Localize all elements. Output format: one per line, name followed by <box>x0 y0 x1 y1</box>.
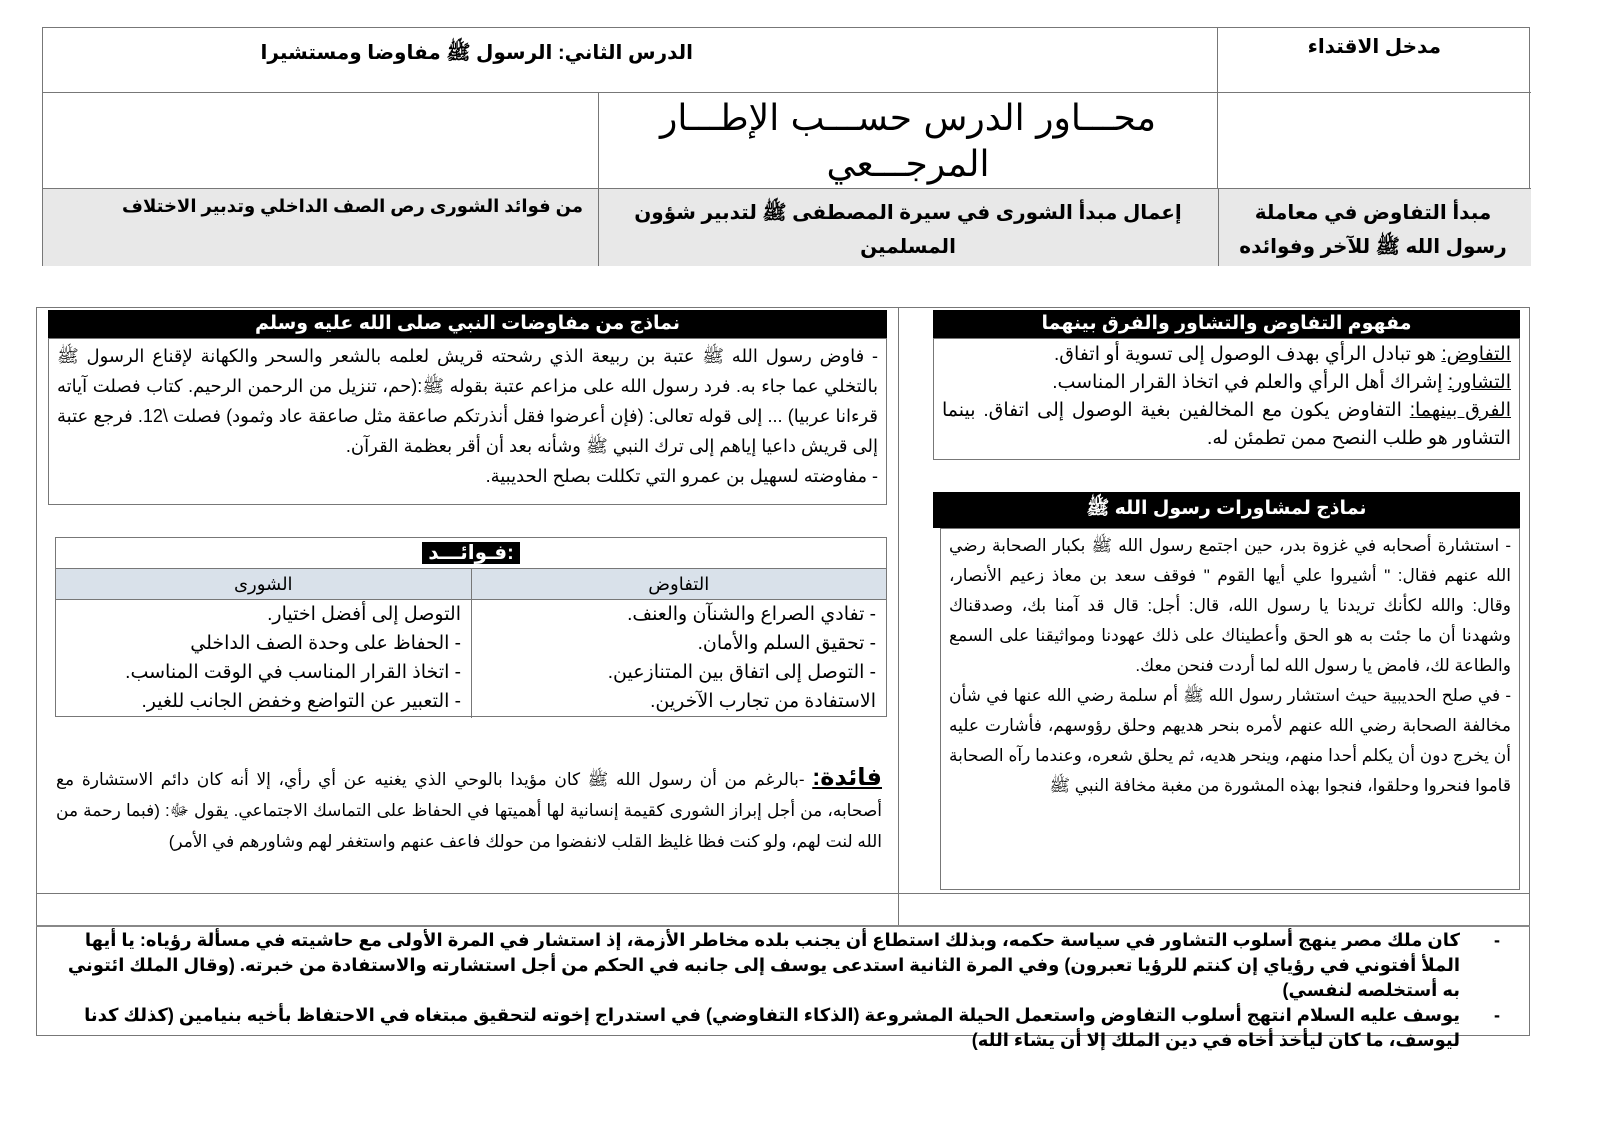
consultations-title: نماذج لمشاورات رسول الله ﷺ <box>933 492 1520 528</box>
concept-title: مفهوم التفاوض والتشاور والفرق بينهما <box>933 310 1520 338</box>
faida-text: -بالرغم من أن رسول الله ﷺ كان مؤيدا بالوحي الذي يغنيه عن أي رأي، إلا أنه كان دائم الاستشارة مع أصحابه، من أجل إبراز الشورى كقيمة إنسانية لها أهميتها في الحفاظ على التماسك الاجتماعي. يقول ﷻ: (فبما رحمة من الله لنت لهم، ولو كنت فظا غليظ القلب لانفضوا من حولك فاعف عنهم واستغفر لهم وشاورهم في الأمر) <box>56 770 882 851</box>
term-difference: الفرق بينهما: <box>1409 400 1511 421</box>
negotiation-benefit: - التوصل إلى اتفاق بين المتنازعين. <box>607 662 876 683</box>
negotiation-suhayl: - مفاوضته لسهيل بن عمرو التي تكللت بصلح الحديبية. <box>485 466 878 486</box>
benefits-title: فـوائـــد: <box>422 542 520 564</box>
col-negotiation: التفاوض <box>471 569 887 599</box>
shura-benefit: التوصل إلى أفضل اختيار. <box>267 604 461 625</box>
negotiation-benefit: الاستفادة من تجارب الآخرين. <box>650 691 876 712</box>
negotiation-utba: - فاوض رسول الله ﷺ عتبة بن ربيعة الذي رشحته قريش لعلمه بالشعر والسحر والكهانة لإقناع الرسول ﷺ بالتخلي عما جاء به. فرد رسول الله على مزاعم عتبة بقوله ﷺ:(حم، تنزيل من الرحمن الرحيم. كتاب فصلت آياته قرءانا عربيا) ... إلى قوله تعالى: (فإن أعرضوا فقل أنذرتكم صاعقة مثل صاعقة عاد وثمود) فصلت \12. فرجع عتبة إلى قريش داعيا إياهم إلى ترك النبي ﷺ وشأنه بعد أن أقر بعظمة القرآن. <box>57 346 878 456</box>
faida-paragraph <box>48 760 890 859</box>
shura-benefit: - اتخاذ القرار المناسب في الوقت المناسب. <box>125 662 461 683</box>
negotiations-title: نماذج من مفاوضات النبي صلى الله عليه وسلم <box>48 310 887 338</box>
negotiation-benefit: - تحقيق السلم والأمان. <box>697 633 876 654</box>
section-label: مدخل الاقتداء <box>1218 28 1531 93</box>
shura-benefit: - التعبير عن التواضع وخفض الجانب للغير. <box>141 691 461 712</box>
def-negotiation: هو تبادل الرأي بهدف الوصول إلى تسوية أو اتفاق. <box>1054 344 1442 365</box>
col-shura: الشورى <box>233 574 293 594</box>
concept-box <box>933 338 1520 460</box>
extension-item: - كان ملك مصر ينهج أسلوب التشاور في سياسة حكمه، وبذلك استطاع أن يجنب بلده مخاطر الأزمة، إذ استشار في المرة الأولى مع حاشيته في مسألة رؤياه: يا أيها الملأ أفتوني في رؤياي إن كنتم للرؤيا تعبرون) وفي المرة الثانية استدعى يوسف إلى جانبه في الحكم من أجل استشارته والاستفادة من خبرته. (وقال الملك ائتوني به أستخلصه لنفسي) <box>67 930 1500 1000</box>
axes-title: محـــاور الدرس حســـب الإطـــار المرجـــعي <box>660 98 1156 185</box>
extension-list <box>60 928 1500 1053</box>
def-consultation: إشراك أهل الرأي والعلم في اتخاذ القرار المناسب. <box>1052 372 1448 393</box>
benefits-table <box>55 537 887 717</box>
def-difference: التفاوض يكون مع المخالفين بغية الوصول إلى اتفاق. بينما التشاور هو طلب النصح ممن تطمئن له. <box>942 400 1511 449</box>
term-consultation: التشاور: <box>1447 372 1511 393</box>
axis-3: من فوائد الشورى رص الصف الداخلي وتدبير الاختلاف <box>122 196 583 216</box>
axis-1: مبدأ التفاوض في معاملة رسول الله ﷺ للآخر وفوائده <box>1239 202 1507 258</box>
faida-label: فائدة: <box>812 764 882 791</box>
consultation-badr: - استشارة أصحابه في غزوة بدر، حين اجتمع رسول الله ﷺ بكبار الصحابة رضي الله عنهم فقال: " أشيروا علي أيها القوم " فوقف سعد بن معاذ زعيم الأنصار، وقال: والله لكأنك تريدنا يا رسول الله، قال: أجل: قال قد آمنا بك، وصدقناك وشهدنا أن ما جئت به هو الحق وأعطيناك على ذلك عهودنا ومواثيقنا على السمع والطاعة لك، فامض يا رسول الله لما أردت فنحن معك. <box>949 536 1511 675</box>
extension-text: يوسف عليه السلام انتهج أسلوب التفاوض واستعمل الحيلة المشروعة (الذكاء التفاوضي) في استدراج إخوته لتحقيق مبتغاه في الاحتفاظ بأخيه بنيامين (كذلك كدنا ليوسف، ما كان ليأخذ أخاه في دين الملك إلا أن يشاء الله) <box>84 1005 1460 1050</box>
term-negotiation: التفاوض: <box>1441 344 1511 365</box>
extension-text: كان ملك مصر ينهج أسلوب التشاور في سياسة حكمه، وبذلك استطاع أن يجنب بلده مخاطر الأزمة، إذ استشار في المرة الأولى مع حاشيته في مسألة رؤياه: يا أيها الملأ أفتوني في رؤياي إن كنتم للرؤيا تعبرون) وفي المرة الثانية استدعى يوسف إلى جانبه في الحكم من أجل استشارته والاستفادة من خبرته. (وقال الملك ائتوني به أستخلصه لنفسي) <box>67 930 1460 1000</box>
negotiations-box <box>48 338 887 505</box>
negotiation-benefit: - تفادي الصراع والشنآن والعنف. <box>627 604 876 625</box>
lesson-title: الدرس الثاني: الرسول ﷺ مفاوضا ومستشيرا <box>260 42 693 64</box>
consultation-hudaybiya: - في صلح الحديبية حيث استشار رسول الله ﷺ أم سلمة رضي الله عنها في شأن مخالفة الصحابة رضي الله عنهم لأمره بنحر هديهم وحلق رؤوسهم، فأشارت عليه أن يخرج دون أن يكلم أحدا منهم، وينحر هديه، ثم يحلق شعره، وعندما رآه الصحابة قاموا فنحروا وحلقوا، فنجوا بهذه المشورة من مغبة مخافة النبي ﷺ <box>949 686 1511 795</box>
consultations-box <box>940 528 1520 890</box>
axis-2: إعمال مبدأ الشورى في سيرة المصطفى ﷺ لتدبير شؤون المسلمين <box>634 202 1182 258</box>
extension-item: - يوسف عليه السلام انتهج أسلوب التفاوض واستعمل الحيلة المشروعة (الذكاء التفاوضي) في استدراج إخوته لتحقيق مبتغاه في الاحتفاظ بأخيه بنيامين (كذلك كدنا ليوسف، ما كان ليأخذ أخاه في دين الملك إلا أن يشاء الله) <box>84 1005 1500 1050</box>
header-table <box>42 27 1530 266</box>
shura-benefit: - الحفاظ على وحدة الصف الداخلي <box>190 633 461 654</box>
